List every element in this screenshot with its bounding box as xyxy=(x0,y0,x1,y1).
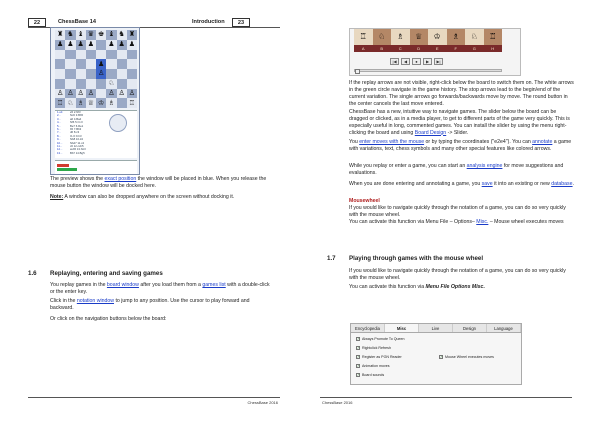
board-square[interactable]: ♝ xyxy=(108,30,115,39)
board-square[interactable] xyxy=(106,59,116,69)
section-paragraph-2: You can activate this function via Menu File Options Misc. xyxy=(349,284,485,290)
section-title-right: Playing through games with the mouse wheel xyxy=(349,255,484,262)
option-label: Rightclick Refresh xyxy=(362,346,391,350)
options-tab[interactable]: Encyclopedia xyxy=(351,324,385,332)
board-strip-screenshot xyxy=(349,28,521,76)
left-footer: ChessBase 2016 xyxy=(28,397,280,407)
board-square[interactable]: ♟ xyxy=(118,40,125,49)
save-paragraph: When you are done entering and annotating a game, you save it into an existing or new database. xyxy=(349,181,574,187)
checkbox[interactable]: ✓ xyxy=(357,364,361,369)
board-square[interactable] xyxy=(86,50,96,60)
note-label: Note: xyxy=(50,194,64,200)
green-bar xyxy=(57,168,77,171)
notation-move: 5... xyxy=(57,123,61,128)
mousewheel-paragraph-1: If you would like to navigate quickly through the notation of a game, you can do so very quickly with the mouse wheel. xyxy=(349,205,566,218)
section-number: 1.6 xyxy=(28,270,37,277)
strip-square[interactable]: ♖ xyxy=(484,29,503,45)
board-square[interactable] xyxy=(96,89,106,99)
board-square[interactable] xyxy=(117,69,127,79)
board-square[interactable] xyxy=(127,50,137,60)
board-strip xyxy=(354,29,502,45)
notation-move: e5 2.Nf3 xyxy=(70,110,81,114)
link-games-list[interactable]: games list xyxy=(202,282,226,288)
board-square[interactable] xyxy=(55,50,65,60)
checkbox[interactable]: ✓ xyxy=(357,373,361,378)
board-square[interactable] xyxy=(55,59,65,69)
notation-move: 2... xyxy=(57,113,61,118)
notation-move: O-O 9.h3 xyxy=(70,133,82,138)
file-label: A xyxy=(361,46,365,51)
link-annotate[interactable]: annotate xyxy=(532,139,553,145)
file-label: C xyxy=(398,46,402,51)
board-square[interactable]: ♟ xyxy=(128,40,136,49)
options-tab[interactable]: Misc xyxy=(385,324,419,332)
board-square[interactable]: ♟ xyxy=(108,40,115,49)
board-square[interactable]: ♘ xyxy=(108,79,115,88)
board-square[interactable]: ♙ xyxy=(118,88,125,97)
link-board-window[interactable]: board window xyxy=(106,282,139,288)
section-number-right: 1.7 xyxy=(327,255,336,262)
options-dialog-screenshot xyxy=(350,323,522,385)
link-exact-position[interactable]: exact position xyxy=(104,176,137,182)
strip-square[interactable]: ♘ xyxy=(373,29,392,45)
strip-square[interactable]: ♕ xyxy=(410,29,429,45)
slider-knob[interactable] xyxy=(355,69,360,74)
option-label: Mouse Wheel executes moves xyxy=(445,355,494,359)
board-square[interactable]: ♜ xyxy=(56,30,64,39)
menu-path: Menu File Options Misc. xyxy=(425,284,485,290)
page-number: 22 xyxy=(28,18,46,27)
board-square[interactable]: ♝ xyxy=(77,30,84,39)
option-checkbox-row[interactable] xyxy=(356,364,390,369)
board-square[interactable]: ♟ xyxy=(56,40,64,49)
board-square[interactable] xyxy=(65,79,75,89)
board-square[interactable]: ♙ xyxy=(97,69,105,78)
section-title: Replaying, entering and saving games xyxy=(50,270,163,277)
replay-paragraph: You replay games in the board window after you load them from a games list with a double-click or the enter key. xyxy=(50,282,270,295)
notation-move: 8... xyxy=(57,133,61,138)
notation-move: 9... xyxy=(57,137,61,142)
board-square[interactable]: ♙ xyxy=(128,88,136,97)
mousewheel-paragraph-2: You can activate this function via Menu File – Options– Misc. – Mouse wheel executes moves xyxy=(349,219,564,225)
nav-button[interactable]: ◀ xyxy=(401,58,410,65)
preview-paragraph: The preview shows the exact position the window will be placed in blue. When you release the mouse button the window will be docked here. xyxy=(50,176,267,189)
notation-move: 12... xyxy=(57,147,63,152)
link-misc[interactable]: Misc. xyxy=(476,219,489,225)
strip-square[interactable]: ♗ xyxy=(447,29,466,45)
option-label: Always Promote To Queen xyxy=(362,337,405,341)
note-paragraph: Note: A window can also be dropped anywhere on the screen without docking it. xyxy=(50,194,235,200)
board-square[interactable] xyxy=(127,79,137,89)
notation-move: d6 8.c3 xyxy=(70,130,80,135)
notation-move: 6... xyxy=(57,126,61,131)
board-square[interactable]: ♙ xyxy=(108,88,115,97)
notation-move: 10... xyxy=(57,140,63,145)
section-paragraph-1: If you would like to navigate quickly through the notation of a game, you can do so very quickly with the mouse wheel. xyxy=(349,268,566,281)
checkbox[interactable]: ✓ xyxy=(357,346,361,351)
notation-move: 4... xyxy=(57,120,61,125)
notation-move: 13... xyxy=(57,150,63,155)
file-label: H xyxy=(491,46,495,51)
board-square[interactable]: ♟ xyxy=(67,40,74,49)
options-tab[interactable]: Design xyxy=(453,324,487,332)
board-square[interactable]: ♗ xyxy=(108,98,115,107)
board-square[interactable]: ♘ xyxy=(67,98,74,107)
board-square[interactable]: ♙ xyxy=(77,88,84,97)
link-database[interactable]: database xyxy=(551,181,573,187)
board-square[interactable]: ♞ xyxy=(118,30,125,39)
file-label: E xyxy=(435,46,439,51)
navigation-circle-icon xyxy=(109,114,127,132)
options-tabs xyxy=(351,324,521,333)
notation-move: Nf6 5.O-O xyxy=(70,120,83,125)
board-square[interactable]: ♞ xyxy=(67,30,74,39)
board-square[interactable]: ♙ xyxy=(87,88,95,97)
notation-move: axb5 13.Nc3 xyxy=(70,147,86,152)
notation-move: 1.e4 xyxy=(57,110,63,114)
engine-paragraph: While you replay or enter a game, you can start an analysis engine for move suggestions and evaluations. xyxy=(349,163,564,176)
checkbox[interactable]: ✓ xyxy=(357,355,361,360)
nav-button[interactable]: ● xyxy=(412,58,421,65)
file-label: B xyxy=(380,46,384,51)
option-label: Board sounds xyxy=(362,373,385,377)
file-labels xyxy=(354,45,502,52)
option-checkbox-row[interactable] xyxy=(356,355,402,360)
board-square[interactable] xyxy=(127,69,137,79)
board-square[interactable]: ♙ xyxy=(67,88,74,97)
board-window-screenshot xyxy=(50,27,140,175)
chess-board-preview xyxy=(55,30,137,108)
nav-button[interactable]: ▶| xyxy=(434,58,443,65)
notation-move: a6 4.Ba4 xyxy=(70,116,82,121)
board-square[interactable] xyxy=(117,50,127,60)
board-square[interactable]: ♙ xyxy=(56,88,64,97)
link-board-design[interactable]: Board Design xyxy=(414,129,447,136)
board-square[interactable] xyxy=(96,50,106,60)
options-tab[interactable]: Live xyxy=(419,324,453,332)
checkbox[interactable]: ✓ xyxy=(440,355,444,360)
board-square[interactable]: ♕ xyxy=(87,98,95,107)
link-enter-moves[interactable]: enter moves with the mouse xyxy=(359,139,425,145)
board-square[interactable]: ♔ xyxy=(97,98,105,107)
navigation-buttons xyxy=(390,58,443,65)
enter-moves-paragraph: You enter moves with the mouse or by typing the coordinates ("e2e4"). You can annotate a game with variations, text, chess symbols and many other special features like colored arrows. xyxy=(349,139,572,152)
running-title-right: Introduction xyxy=(192,19,225,25)
notation-move: 7... xyxy=(57,130,61,135)
board-square[interactable]: ♟ xyxy=(77,40,84,49)
options-list xyxy=(351,333,521,385)
right-footer: ChessBase 2016 xyxy=(320,397,572,407)
nav-button[interactable]: |◀ xyxy=(390,58,399,65)
board-square[interactable] xyxy=(86,69,96,79)
option-checkbox-row[interactable] xyxy=(356,373,384,378)
strip-square[interactable]: ♘ xyxy=(465,29,484,45)
notation-move: c6 12.cxb5 xyxy=(70,143,84,148)
board-square[interactable] xyxy=(127,59,137,69)
notation-move: 11... xyxy=(57,143,63,148)
board-square[interactable] xyxy=(96,79,106,89)
red-bar xyxy=(57,164,69,167)
board-square[interactable] xyxy=(76,50,86,60)
board-square[interactable]: ♖ xyxy=(128,98,136,107)
board-square[interactable] xyxy=(96,40,106,50)
option-label: Animation moves xyxy=(362,364,390,368)
running-title: ChessBase 14 xyxy=(58,19,96,25)
board-square[interactable]: ♖ xyxy=(56,98,64,107)
file-label: F xyxy=(454,46,457,51)
board-square[interactable] xyxy=(76,69,86,79)
board-square[interactable] xyxy=(117,98,127,108)
arrows-paragraph: If the replay arrows are not visible, right-click below the board to switch them on. The white arrows in the green circle navigate in the game history. The stop arrows lead to the begin/end of the current variation. The single arrows go forwards/backwards move by move. The round button in the center cancels the last move entered. xyxy=(349,80,574,107)
board-square[interactable] xyxy=(55,69,65,79)
nav-buttons-paragraph: Or click on the navigation buttons below the board: xyxy=(50,316,167,322)
option-label: Register as PGN Reader xyxy=(362,355,402,359)
nav-button[interactable]: ▶ xyxy=(423,58,432,65)
link-save[interactable]: save xyxy=(481,181,493,187)
board-square[interactable]: ♛ xyxy=(87,30,95,39)
strip-square[interactable]: ♗ xyxy=(391,29,410,45)
game-slider[interactable] xyxy=(354,69,502,72)
option-checkbox-row[interactable] xyxy=(439,355,494,360)
board-square[interactable] xyxy=(106,50,116,60)
board-square[interactable] xyxy=(55,79,65,89)
file-label: D xyxy=(417,46,421,51)
notation-paragraph: Click in the notation window to jump to any position. Use the cursor to play forward and backward. xyxy=(50,298,250,311)
notation-row[interactable] xyxy=(55,152,137,155)
board-square[interactable] xyxy=(117,79,127,89)
options-tab[interactable]: Language xyxy=(487,324,521,332)
board-square[interactable] xyxy=(86,59,96,69)
board-square[interactable] xyxy=(65,50,75,60)
board-square[interactable]: ♗ xyxy=(77,98,84,107)
notation-move: Be7 6.Re1 xyxy=(70,123,84,128)
mousewheel-heading: Mousewheel xyxy=(349,198,380,204)
strip-square[interactable]: ♖ xyxy=(354,29,373,45)
notation-move: Nbd7 11.c4 xyxy=(70,140,85,145)
option-checkbox-row[interactable] xyxy=(356,337,404,342)
notation-move: Nb8 10.d4 xyxy=(70,137,83,142)
board-square[interactable] xyxy=(106,69,116,79)
notation-move: b5 7.Bb3 xyxy=(70,126,82,131)
link-analysis-engine[interactable]: analysis engine xyxy=(466,163,503,169)
notation-move: Bb7 14.Bg5 xyxy=(70,150,85,155)
board-square[interactable] xyxy=(76,59,86,69)
file-label: G xyxy=(472,46,476,51)
board-square[interactable] xyxy=(86,79,96,89)
board-square[interactable] xyxy=(117,59,127,69)
board-square[interactable]: ♟ xyxy=(87,40,95,49)
option-checkbox-row[interactable] xyxy=(356,346,391,351)
board-square[interactable]: ♜ xyxy=(128,30,136,39)
notation-move: Nc6 3.Bb5 xyxy=(70,113,84,118)
evaluation-bars xyxy=(55,160,137,174)
board-square[interactable]: ♚ xyxy=(97,30,105,39)
page-number-right: 23 xyxy=(232,18,250,27)
board-square[interactable] xyxy=(65,59,75,69)
slider-paragraph: ChessBase has a new, intuitive way to navigate games. The slider below the board can be dragged or clicked, as in a media player, to get to different parts of the game very quickly. This is especially useful in long, commented games. You can install the slider by using the menu right-clicking the board and using Board Design -> Slider. xyxy=(349,109,570,136)
board-square[interactable] xyxy=(65,69,75,79)
link-notation-window[interactable]: notation window xyxy=(76,298,115,304)
checkbox[interactable]: ✓ xyxy=(357,337,361,342)
board-square[interactable] xyxy=(76,79,86,89)
board-square[interactable]: ♟ xyxy=(97,59,105,68)
strip-square[interactable]: ♔ xyxy=(428,29,447,45)
notation-move: 3... xyxy=(57,116,61,121)
